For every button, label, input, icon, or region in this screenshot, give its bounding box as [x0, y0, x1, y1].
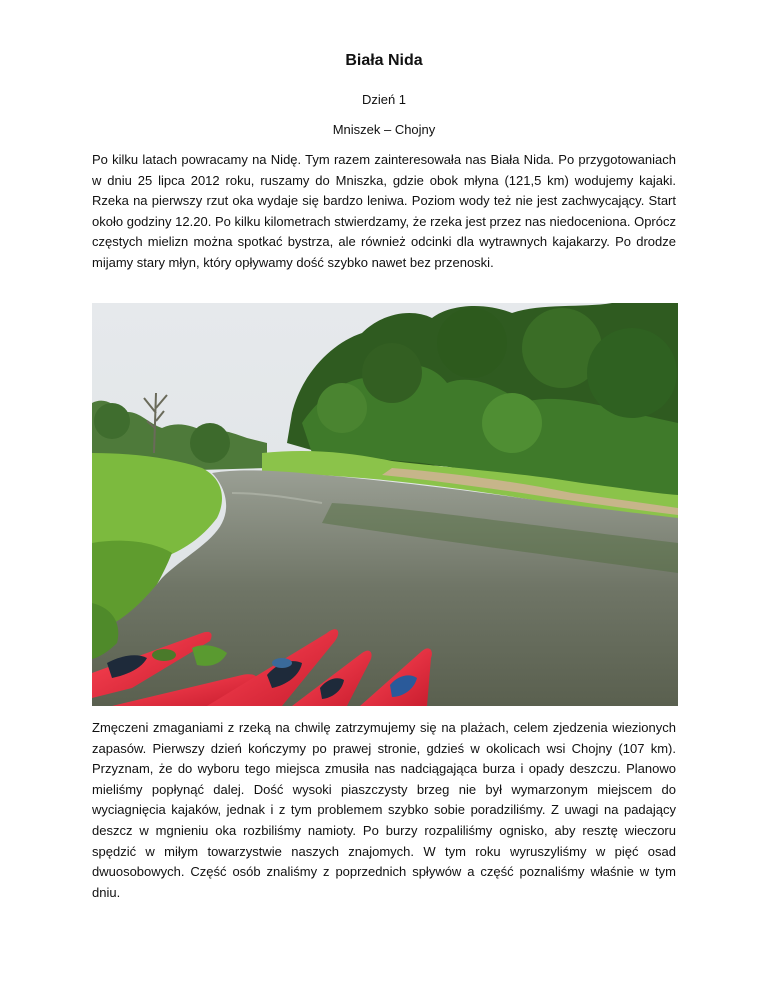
paragraph-intro: Po kilku latach powracamy na Nidę. Tym razem zainteresowała nas Biała Nida. Po przygotowaniach w dniu 25 lipca 2012 roku, ruszamy do Mniszka, gdzie obok młyna (121,5 km) wodujemy kajaki. Rzeka na pierwszy rzut oka wydaje się bardzo leniwa. Poziom wody też nie jest zachwycający. Start około godziny 12.20. Po kilku kilometrach stwierdzamy, że rzeka jest przez nas niedoceniona. Oprócz częstych mielizn można spotkać bystrza, ale również odcinki dla wytrawnych kajakarzy. Po drodze mijamy stary młyn, który opływamy dość szybko nawet bez przenoski.: [92, 152, 676, 270]
paragraph-day-end: Zmęczeni zmaganiami z rzeką na chwilę zatrzymujemy się na plażach, celem zjedzenia wiezionych zapasów. Pierwszy dzień kończymy po prawej stronie, gdzieś w okolicach wsi Chojny (107 km). Przyznam, że do wyboru tego miejsca zmusiła nas nadciągająca burza i opady deszczu. Planowo mieliśmy popłynąć dalej. Dość wysoki piaszczysty brzeg nie był wymarzonym miejscem do wyciagnięcia kajaków, jednak i z tym problemem szybko sobie poradziliśmy. Z uwagi na padający deszcz w mgnieniu oka rozbiliśmy namioty. Po burzy rozpaliliśmy ognisko, aby resztę wieczoru spędzić w miłym towarzystwie naszych znajomych. W tym roku wyruszyliśmy w pięć osad dwuosobowych. Część osób znaliśmy z poprzednich spływów a część poznaliśmy właśnie w tym dniu.: [92, 720, 676, 900]
route-heading: Mniszek – Chojny: [332, 122, 436, 137]
river-kayaks-photo: [92, 303, 678, 706]
document-title: Biała Nida: [345, 52, 423, 69]
day-heading: Dzień 1: [361, 92, 407, 107]
